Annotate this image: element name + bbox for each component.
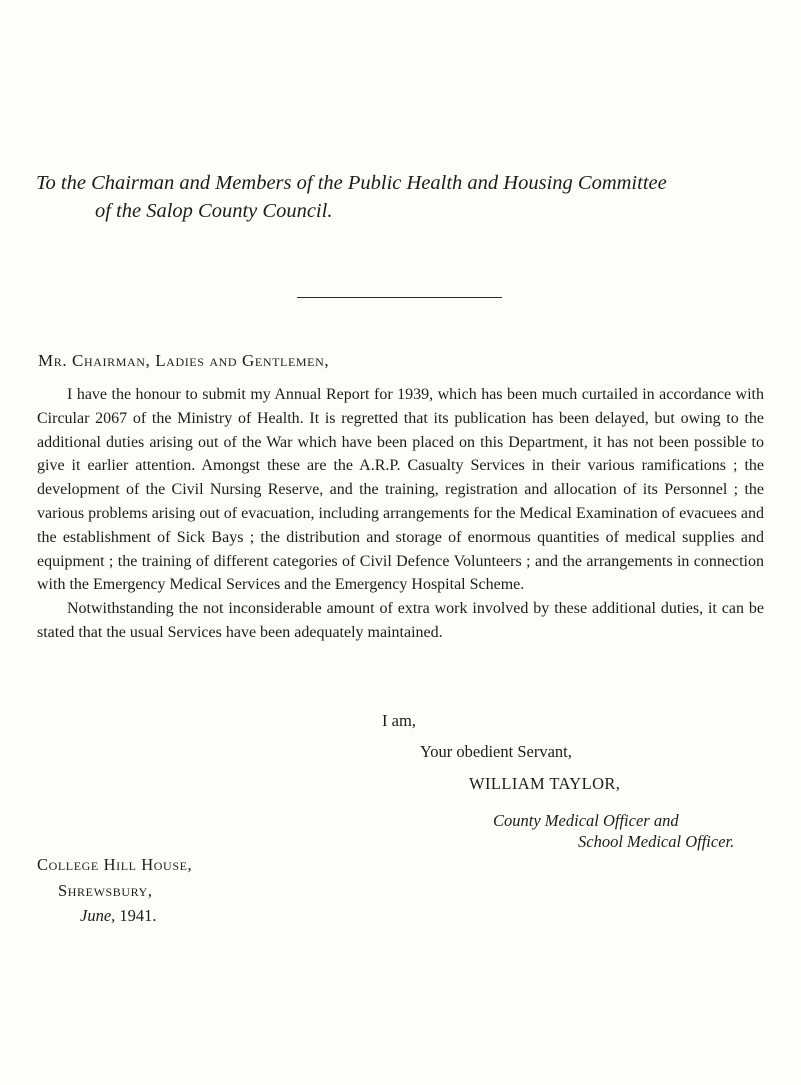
closing-i-am: I am, — [382, 711, 416, 730]
address-date — [80, 906, 157, 926]
closing-servant: Your obedient Servant, — [420, 742, 572, 761]
salutation: Mr. Chairman, Ladies and Gentlemen, — [38, 351, 330, 370]
paragraph-1: I have the honour to submit my Annual Report for 1939, which has been much curtailed in accordance with Circular 2067 of the Ministry of Health. It is regretted that its publication has been delayed, but owing to the additional duties arising out of the War which have been placed on this Department, it has not been possible to give it earlier attention. Amongst these are the A.R.P. Casualty Services in their various ramifications ; the development of the Civil Nursing Reserve, and the training, registration and allocation of its Personnel ; the various problems arising out of evacuation, including arrangements for the Medical Examination of evacuees and the establishment of Sick Bays ; the distribution and storage of enormous quantities of medical supplies and equipment ; the training of different categories of Civil Defence Volunteers ; and the arrangements in connection with the Emergency Medical Services and the Emergency Hospital Scheme. — [37, 386, 764, 594]
paragraph-2: Notwithstanding the not inconsiderable amount of extra work involved by these additional duties, it can be stated that the usual Services have been adequately maintained. — [37, 600, 764, 641]
date-month: June, — [80, 906, 116, 925]
signatory-name: WILLIAM TAYLOR, — [469, 774, 621, 793]
date-year: 1941. — [119, 906, 157, 925]
address-line-2: Shrewsbury, — [58, 881, 153, 900]
signatory-title-line-1: County Medical Officer and — [493, 811, 679, 830]
heading-line-2: of the Salop County Council. — [95, 200, 333, 222]
address-heading — [36, 169, 776, 225]
heading-line-1: To the Chairman and Members of the Public Health and Housing Committee — [36, 172, 667, 194]
signatory-title-line-2: School Medical Officer. — [578, 832, 735, 851]
address-line-1: College Hill House, — [37, 855, 193, 874]
horizontal-divider — [297, 297, 502, 298]
letter-body — [37, 383, 764, 645]
